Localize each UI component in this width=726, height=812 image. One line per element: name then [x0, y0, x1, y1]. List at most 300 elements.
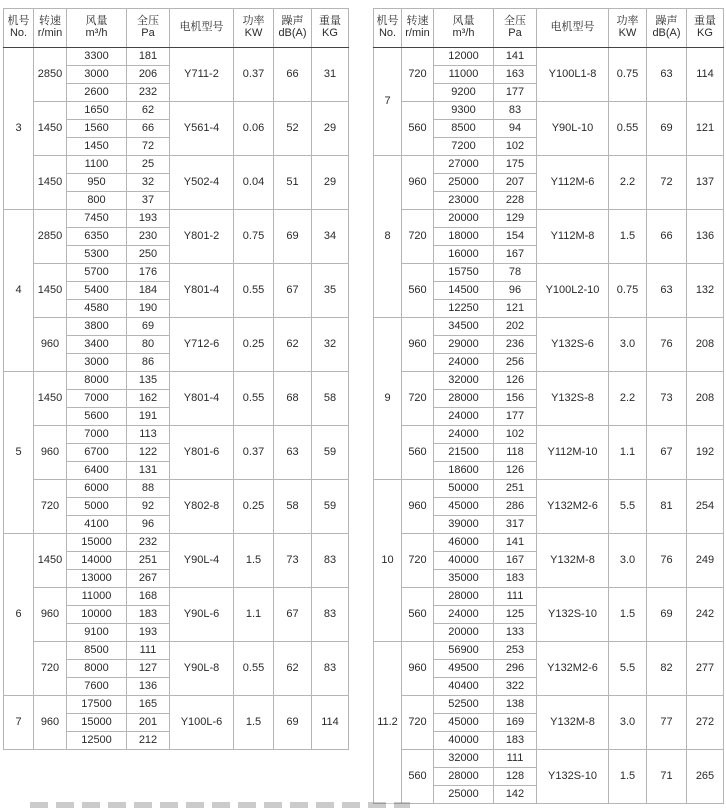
airflow-cell: 15000 [67, 714, 127, 732]
pressure-cell: 122 [127, 444, 170, 462]
table-row [4, 264, 349, 282]
noise-cell: 58 [274, 480, 312, 534]
model-number-cell: 8 [374, 156, 402, 318]
speed-cell: 720 [402, 534, 434, 588]
model-number-cell: 10 [374, 480, 402, 642]
pressure-cell: 136 [127, 678, 170, 696]
header-airflow-line: m³/h [452, 27, 475, 39]
table-row [374, 156, 724, 174]
table-row [4, 372, 349, 390]
pressure-cell: 183 [494, 732, 537, 750]
header-speed-line: r/min [405, 27, 430, 39]
speed-cell: 960 [402, 480, 434, 534]
motor-cell: Y112M-10 [537, 426, 609, 480]
pressure-cell: 175 [494, 156, 537, 174]
pressure-cell: 296 [494, 660, 537, 678]
pressure-cell: 168 [127, 588, 170, 606]
header-noise [647, 9, 687, 48]
pressure-cell: 92 [127, 498, 170, 516]
table-row [374, 318, 724, 336]
pressure-cell: 78 [494, 264, 537, 282]
header-pressure-line: Pa [508, 27, 522, 39]
pressure-cell: 236 [494, 336, 537, 354]
pressure-cell: 32 [127, 174, 170, 192]
airflow-cell: 24000 [434, 354, 494, 372]
speed-cell: 560 [402, 426, 434, 480]
header-power [609, 9, 647, 48]
airflow-cell: 25000 [434, 786, 494, 804]
power-cell: 1.5 [234, 534, 274, 588]
airflow-cell: 6400 [67, 462, 127, 480]
noise-cell: 63 [647, 48, 687, 102]
airflow-cell: 56900 [434, 642, 494, 660]
pressure-cell: 113 [127, 426, 170, 444]
header-airflow-line: m³/h [85, 27, 108, 39]
airflow-cell: 15000 [67, 534, 127, 552]
airflow-cell: 29000 [434, 336, 494, 354]
speed-cell: 560 [402, 264, 434, 318]
weight-cell: 114 [687, 48, 724, 102]
pressure-cell: 62 [127, 102, 170, 120]
speed-cell: 720 [402, 696, 434, 750]
header-pressure [127, 9, 170, 48]
weight-cell: 242 [687, 588, 724, 642]
pressure-cell: 83 [494, 102, 537, 120]
table-row [374, 264, 724, 282]
table-row [4, 102, 349, 120]
weight-cell: 249 [687, 534, 724, 588]
table-row [374, 534, 724, 552]
power-cell: 0.04 [234, 156, 274, 210]
speed-cell: 960 [402, 156, 434, 210]
weight-cell: 137 [687, 156, 724, 210]
table-row [4, 696, 349, 714]
airflow-cell: 9300 [434, 102, 494, 120]
airflow-cell: 28000 [434, 390, 494, 408]
airflow-cell: 20000 [434, 210, 494, 228]
pressure-cell: 66 [127, 120, 170, 138]
airflow-cell: 32000 [434, 750, 494, 768]
speed-cell: 2850 [34, 210, 67, 264]
header-no-line: No. [9, 27, 28, 39]
motor-cell: Y801-6 [170, 426, 234, 480]
pressure-cell: 165 [127, 696, 170, 714]
pressure-cell: 72 [127, 138, 170, 156]
motor-cell: Y100L1-8 [537, 48, 609, 102]
noise-cell: 63 [647, 264, 687, 318]
header-speed-line: 转速 [406, 15, 429, 28]
header-motor-line: 电机型号 [179, 21, 224, 34]
noise-cell: 69 [274, 696, 312, 750]
airflow-cell: 28000 [434, 768, 494, 786]
airflow-cell: 27000 [434, 156, 494, 174]
speed-cell: 720 [402, 210, 434, 264]
pressure-cell: 25 [127, 156, 170, 174]
motor-cell: Y132M2-6 [537, 642, 609, 696]
speed-cell: 720 [402, 48, 434, 102]
speed-cell: 720 [402, 372, 434, 426]
table-row [4, 210, 349, 228]
airflow-cell: 17500 [67, 696, 127, 714]
header-pressure-line: 全压 [504, 15, 526, 28]
table-row [374, 48, 724, 66]
airflow-cell: 3300 [67, 48, 127, 66]
pressure-cell: 232 [127, 84, 170, 102]
model-number-cell: 6 [4, 534, 34, 696]
pressure-cell: 201 [127, 714, 170, 732]
pressure-cell: 133 [494, 624, 537, 642]
motor-cell: Y561-4 [170, 102, 234, 156]
pressure-cell: 131 [127, 462, 170, 480]
speed-cell: 960 [34, 318, 67, 372]
power-cell: 0.37 [234, 426, 274, 480]
pressure-cell: 125 [494, 606, 537, 624]
airflow-cell: 5400 [67, 282, 127, 300]
airflow-cell: 3000 [67, 354, 127, 372]
pressure-cell: 111 [127, 642, 170, 660]
power-cell: 0.55 [234, 642, 274, 696]
pressure-cell: 88 [127, 480, 170, 498]
airflow-cell: 11000 [434, 66, 494, 84]
table-row [4, 534, 349, 552]
speed-cell: 960 [34, 696, 67, 750]
speed-cell: 960 [402, 642, 434, 696]
airflow-cell: 12500 [67, 732, 127, 750]
weight-cell: 59 [312, 480, 349, 534]
speed-cell: 720 [34, 642, 67, 696]
pressure-cell: 96 [494, 282, 537, 300]
pressure-cell: 163 [494, 66, 537, 84]
header-no [374, 9, 402, 48]
airflow-cell: 9200 [434, 84, 494, 102]
pressure-cell: 181 [127, 48, 170, 66]
airflow-cell: 40000 [434, 552, 494, 570]
weight-cell: 34 [312, 210, 349, 264]
table-row [4, 156, 349, 174]
weight-cell: 265 [687, 750, 724, 804]
power-cell: 0.75 [609, 264, 647, 318]
table-body [374, 48, 724, 804]
pressure-cell: 69 [127, 318, 170, 336]
speed-cell: 960 [34, 426, 67, 480]
airflow-cell: 1650 [67, 102, 127, 120]
airflow-cell: 25000 [434, 174, 494, 192]
airflow-cell: 28000 [434, 588, 494, 606]
airflow-cell: 3400 [67, 336, 127, 354]
airflow-cell: 46000 [434, 534, 494, 552]
power-cell: 1.1 [234, 588, 274, 642]
noise-cell: 73 [647, 372, 687, 426]
model-number-cell: 4 [4, 210, 34, 372]
airflow-cell: 24000 [434, 606, 494, 624]
pressure-cell: 193 [127, 210, 170, 228]
motor-cell: Y132S-10 [537, 588, 609, 642]
pressure-cell: 286 [494, 498, 537, 516]
airflow-cell: 6700 [67, 444, 127, 462]
header-airflow-line: 风量 [85, 15, 108, 28]
pressure-cell: 228 [494, 192, 537, 210]
airflow-cell: 5300 [67, 246, 127, 264]
pressure-cell: 202 [494, 318, 537, 336]
header-speed [402, 9, 434, 48]
airflow-cell: 4580 [67, 300, 127, 318]
power-cell: 0.75 [234, 210, 274, 264]
motor-cell: Y90L-4 [170, 534, 234, 588]
weight-cell: 277 [687, 642, 724, 696]
noise-cell: 67 [647, 426, 687, 480]
power-cell: 0.25 [234, 318, 274, 372]
noise-cell: 62 [274, 642, 312, 696]
airflow-cell: 21500 [434, 444, 494, 462]
model-number-cell: 9 [374, 318, 402, 480]
weight-cell: 132 [687, 264, 724, 318]
table-row [4, 588, 349, 606]
header-power-line: 功率 [242, 15, 265, 28]
header-noise-line: dB(A) [278, 27, 307, 39]
table-row [374, 696, 724, 714]
power-cell: 2.2 [609, 156, 647, 210]
motor-cell: Y90L-8 [170, 642, 234, 696]
pressure-cell: 167 [494, 552, 537, 570]
speed-cell: 1450 [34, 102, 67, 156]
motor-cell: Y502-4 [170, 156, 234, 210]
weight-cell: 35 [312, 264, 349, 318]
table-row [374, 750, 724, 768]
speed-cell: 1450 [34, 372, 67, 426]
header-motor [170, 9, 234, 48]
weight-cell: 114 [312, 696, 349, 750]
airflow-cell: 39000 [434, 516, 494, 534]
airflow-cell: 52500 [434, 696, 494, 714]
table-row [374, 426, 724, 444]
model-number-cell: 11.2 [374, 642, 402, 804]
airflow-cell: 4100 [67, 516, 127, 534]
pressure-cell: 267 [127, 570, 170, 588]
noise-cell: 51 [274, 156, 312, 210]
table-body [4, 48, 349, 750]
speed-cell: 720 [34, 480, 67, 534]
pressure-cell: 191 [127, 408, 170, 426]
airflow-cell: 49500 [434, 660, 494, 678]
airflow-cell: 5700 [67, 264, 127, 282]
table-row [4, 642, 349, 660]
pressure-cell: 193 [127, 624, 170, 642]
motor-cell: Y132S-8 [537, 372, 609, 426]
power-cell: 5.5 [609, 642, 647, 696]
header-speed [34, 9, 67, 48]
motor-cell: Y711-2 [170, 48, 234, 102]
airflow-cell: 18000 [434, 228, 494, 246]
pressure-cell: 250 [127, 246, 170, 264]
airflow-cell: 10000 [67, 606, 127, 624]
motor-cell: Y90L-6 [170, 588, 234, 642]
airflow-cell: 24000 [434, 408, 494, 426]
weight-cell: 208 [687, 318, 724, 372]
airflow-cell: 45000 [434, 498, 494, 516]
power-cell: 0.55 [234, 264, 274, 318]
header-noise-line: dB(A) [652, 27, 681, 39]
weight-cell: 83 [312, 642, 349, 696]
airflow-cell: 16000 [434, 246, 494, 264]
header-weight [312, 9, 349, 48]
airflow-cell: 800 [67, 192, 127, 210]
airflow-cell: 14000 [67, 552, 127, 570]
power-cell: 1.1 [609, 426, 647, 480]
pressure-cell: 230 [127, 228, 170, 246]
airflow-cell: 11000 [67, 588, 127, 606]
airflow-cell: 2600 [67, 84, 127, 102]
header-power-line: KW [618, 27, 637, 39]
motor-cell: Y112M-6 [537, 156, 609, 210]
airflow-cell: 18600 [434, 462, 494, 480]
table-row [374, 588, 724, 606]
noise-cell: 62 [274, 318, 312, 372]
fan-spec-table-right [373, 8, 724, 804]
airflow-cell: 8500 [434, 120, 494, 138]
header-airflow-line: 风量 [452, 15, 475, 28]
header-weight-line: 重量 [319, 15, 341, 28]
noise-cell: 69 [274, 210, 312, 264]
airflow-cell: 7000 [67, 390, 127, 408]
power-cell: 0.55 [234, 372, 274, 426]
airflow-cell: 5600 [67, 408, 127, 426]
header-no-line: 机号 [376, 15, 399, 28]
pressure-cell: 206 [127, 66, 170, 84]
airflow-cell: 32000 [434, 372, 494, 390]
fan-spec-table-left [3, 8, 349, 750]
pressure-cell: 142 [494, 786, 537, 804]
pressure-cell: 176 [127, 264, 170, 282]
header-noise [274, 9, 312, 48]
header-pressure-line: 全压 [137, 15, 159, 28]
noise-cell: 52 [274, 102, 312, 156]
speed-cell: 1450 [34, 534, 67, 588]
weight-cell: 192 [687, 426, 724, 480]
speed-cell: 560 [402, 588, 434, 642]
weight-cell: 272 [687, 696, 724, 750]
airflow-cell: 3000 [67, 66, 127, 84]
power-cell: 3.0 [609, 318, 647, 372]
noise-cell: 76 [647, 318, 687, 372]
table-row [4, 318, 349, 336]
weight-cell: 208 [687, 372, 724, 426]
pressure-cell: 102 [494, 426, 537, 444]
weight-cell: 121 [687, 102, 724, 156]
header-airflow [67, 9, 127, 48]
header-motor [537, 9, 609, 48]
airflow-cell: 5000 [67, 498, 127, 516]
airflow-cell: 40400 [434, 678, 494, 696]
pressure-cell: 162 [127, 390, 170, 408]
pressure-cell: 129 [494, 210, 537, 228]
motor-cell: Y801-4 [170, 264, 234, 318]
noise-cell: 82 [647, 642, 687, 696]
pressure-cell: 111 [494, 588, 537, 606]
airflow-cell: 8000 [67, 660, 127, 678]
header-weight-line: 重量 [694, 15, 716, 28]
header-noise-line: 躁声 [655, 15, 678, 28]
model-number-cell: 3 [4, 48, 34, 210]
airflow-cell: 50000 [434, 480, 494, 498]
table-row [374, 480, 724, 498]
airflow-cell: 7000 [67, 426, 127, 444]
pressure-cell: 184 [127, 282, 170, 300]
motor-cell: Y100L2-10 [537, 264, 609, 318]
header-pressure-line: Pa [141, 27, 155, 39]
noise-cell: 69 [647, 102, 687, 156]
airflow-cell: 8500 [67, 642, 127, 660]
airflow-cell: 7600 [67, 678, 127, 696]
header-power [234, 9, 274, 48]
motor-cell: Y100L-6 [170, 696, 234, 750]
header-power-line: 功率 [616, 15, 639, 28]
airflow-cell: 34500 [434, 318, 494, 336]
airflow-cell: 14500 [434, 282, 494, 300]
header-row [4, 9, 349, 48]
table-row [374, 210, 724, 228]
pressure-cell: 86 [127, 354, 170, 372]
pressure-cell: 253 [494, 642, 537, 660]
motor-cell: Y801-2 [170, 210, 234, 264]
airflow-cell: 7200 [434, 138, 494, 156]
table-row [4, 48, 349, 66]
power-cell: 2.2 [609, 372, 647, 426]
airflow-cell: 1560 [67, 120, 127, 138]
speed-cell: 960 [34, 588, 67, 642]
motor-cell: Y132M2-6 [537, 480, 609, 534]
cropped-footer-text [30, 802, 410, 808]
table-row [374, 642, 724, 660]
airflow-cell: 20000 [434, 624, 494, 642]
motor-cell: Y132M-8 [537, 696, 609, 750]
table-header [4, 9, 349, 48]
pressure-cell: 128 [494, 768, 537, 786]
header-noise-line: 躁声 [281, 15, 304, 28]
pressure-cell: 80 [127, 336, 170, 354]
header-no [4, 9, 34, 48]
weight-cell: 254 [687, 480, 724, 534]
pressure-cell: 126 [494, 462, 537, 480]
pressure-cell: 96 [127, 516, 170, 534]
noise-cell: 69 [647, 588, 687, 642]
noise-cell: 73 [274, 534, 312, 588]
airflow-cell: 7450 [67, 210, 127, 228]
noise-cell: 66 [274, 48, 312, 102]
table-row [4, 480, 349, 498]
power-cell: 3.0 [609, 696, 647, 750]
airflow-cell: 15750 [434, 264, 494, 282]
power-cell: 3.0 [609, 534, 647, 588]
power-cell: 1.5 [609, 588, 647, 642]
airflow-cell: 1100 [67, 156, 127, 174]
model-number-cell: 7 [4, 696, 34, 750]
power-cell: 1.5 [234, 696, 274, 750]
header-no-line: 机号 [7, 15, 30, 28]
pressure-cell: 251 [494, 480, 537, 498]
pressure-cell: 135 [127, 372, 170, 390]
airflow-cell: 950 [67, 174, 127, 192]
header-power-line: KW [244, 27, 263, 39]
noise-cell: 72 [647, 156, 687, 210]
motor-cell: Y712-6 [170, 318, 234, 372]
motor-cell: Y90L-10 [537, 102, 609, 156]
weight-cell: 58 [312, 372, 349, 426]
pressure-cell: 251 [127, 552, 170, 570]
pressure-cell: 126 [494, 372, 537, 390]
speed-cell: 1450 [34, 264, 67, 318]
header-weight-line: KG [697, 27, 713, 39]
pressure-cell: 141 [494, 48, 537, 66]
